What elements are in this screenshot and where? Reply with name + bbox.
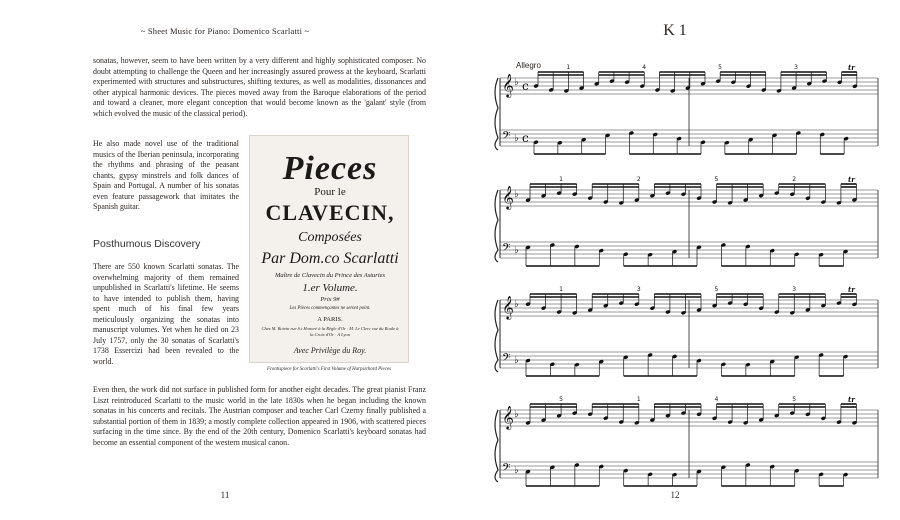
- fingering-number: 3: [792, 286, 797, 293]
- frontispiece-line: Pour le: [314, 186, 346, 198]
- tempo-marking: Allegro: [516, 61, 541, 70]
- time-signature: c: [522, 131, 529, 145]
- treble-clef-icon: 𝄞: [502, 405, 514, 429]
- frontispiece-line: Maître de Clavecin du Prince des Asturies: [274, 272, 386, 279]
- key-signature-flat: ♭: [514, 77, 519, 88]
- fingering-number: 1: [566, 64, 571, 71]
- key-signature-flat: ♭: [514, 133, 519, 144]
- frontispiece-title: Pieces: [282, 150, 378, 187]
- frontispiece-line: Prix 9#: [320, 296, 340, 303]
- running-head: ~ Sheet Music for Piano: Domenico Scarlatti ~: [140, 26, 310, 36]
- body-paragraph: Even then, the work did not surface in published form for another eight decades. The great pianist Franz Liszt reintroduced Scarlatti to the music world in the late 1830s when he began including the known sonatas in his concerts and recitals. The Austrian composer and teacher Carl Czerny finally published a substantial portion of them in 1839; a mostly complete collection appeared in 1906, with scattered pieces surfacing in the time since. By the end of the 20th century, Domenico Scarlatti's keyboard sonatas had become an essential component of the western musical canon.: [93, 385, 426, 447]
- treble-clef-icon: 𝄞: [502, 295, 514, 319]
- image-caption: Frontispiece for Scarlatti's First Volume of Harpsichord Pieces: [267, 367, 391, 372]
- frontispiece-line: Les Pièces commençantes ne seront point.: [289, 306, 371, 311]
- treble-clef-icon: 𝄞: [502, 73, 514, 97]
- music-score: [450, 0, 900, 520]
- fingering-number: 3: [636, 286, 641, 293]
- key-signature-flat: ♭: [514, 465, 519, 476]
- key-signature-flat: ♭: [514, 245, 519, 256]
- key-signature-flat: ♭: [514, 189, 519, 200]
- frontispiece-address: Chez M. Boivin rue S.t Honoré à la Règle d'Or · M. Le Clerc rue du Roule à la Croix d'Or · A Lyon: [261, 326, 399, 337]
- fingering-number: 2: [792, 176, 797, 183]
- brace: [495, 190, 498, 262]
- frontispiece-line: Avec Privilège du Roy.: [293, 346, 367, 355]
- brace: [495, 78, 498, 150]
- fingering-number: 1: [559, 286, 563, 293]
- fingering-number: 1: [559, 176, 563, 183]
- treble-clef-icon: 𝄞: [502, 185, 514, 209]
- key-signature-flat: ♭: [514, 409, 519, 420]
- trill-mark: tr: [848, 395, 855, 404]
- body-paragraph: sonatas, however, seem to have been written by a very different and highly sophisticated composer. No doubt attempting to challenge the Queen and her increasingly assured prowess at the keyboard, Scarlatti experimented with structures and substructures, shifting textures, as well as modalities, dissonances and other atypical harmonic devices. The pieces moved away from the Baroque elaborations of the period and toward a cleaner, more elegant conception that would become known as the 'galant' style (from which evolved the music of the classical period).: [93, 56, 426, 118]
- fingering-number: 4: [714, 396, 719, 403]
- fingering-number: 2: [636, 176, 641, 183]
- frontispiece-line: CLAVECIN,: [265, 200, 395, 225]
- frontispiece-line: Par Dom.co Scarlatti: [261, 250, 399, 267]
- page-number: 11: [220, 490, 230, 500]
- bass-clef-icon: 𝄢: [502, 130, 511, 145]
- brace: [495, 300, 498, 372]
- key-signature-flat: ♭: [514, 355, 519, 366]
- right-page: [450, 0, 900, 520]
- brace: [495, 410, 498, 482]
- page-number: 12: [670, 490, 680, 500]
- sheet-title: K 1: [663, 22, 687, 39]
- fingering-number: 3: [794, 64, 798, 71]
- fingering-number: 1: [636, 396, 641, 403]
- section-heading: Posthumous Discovery: [93, 238, 201, 250]
- frontispiece-line: 1.er Volume.: [302, 282, 358, 294]
- frontispiece-image: [249, 135, 409, 363]
- frontispiece-line: A PARIS.: [317, 316, 343, 323]
- fingering-number: 5: [714, 176, 719, 183]
- key-signature-flat: ♭: [514, 299, 519, 310]
- time-signature: c: [522, 79, 529, 93]
- trill-mark: tr: [848, 285, 855, 294]
- body-paragraph: He also made novel use of the traditional musics of the Iberian peninsula, incorporating the rhythms and phrasing of the peasant chants, gypsy minstrels and folk dances of Spain and Portugal. A number of his sonatas even feature passagework that imitates the Spanish guitar.: [93, 139, 239, 211]
- trill-mark: tr: [848, 63, 855, 72]
- fingering-number: 5: [559, 396, 563, 403]
- body-paragraph: There are 550 known Scarlatti sonatas. The overwhelming majority of them remained unpublished in Scarlatti's lifetime. He seems to have intended to publish them, having spent much of his final few years meticulously organizing the sonatas into manuscript volumes. Yet when he died on 23 July 1757, only the 30 sonatas of Scarlatti's 1738 Essercizi had been revealed to the world.: [93, 262, 239, 366]
- bass-clef-icon: 𝄢: [502, 462, 511, 477]
- bass-clef-icon: 𝄢: [502, 352, 511, 367]
- bass-clef-icon: 𝄢: [502, 242, 511, 257]
- fingering-number: 5: [718, 64, 723, 71]
- fingering-number: 5: [714, 286, 719, 293]
- trill-mark: tr: [848, 175, 855, 184]
- fingering-number: 4: [642, 64, 647, 71]
- fingering-number: 5: [792, 396, 797, 403]
- frontispiece-line: Composées: [298, 230, 362, 245]
